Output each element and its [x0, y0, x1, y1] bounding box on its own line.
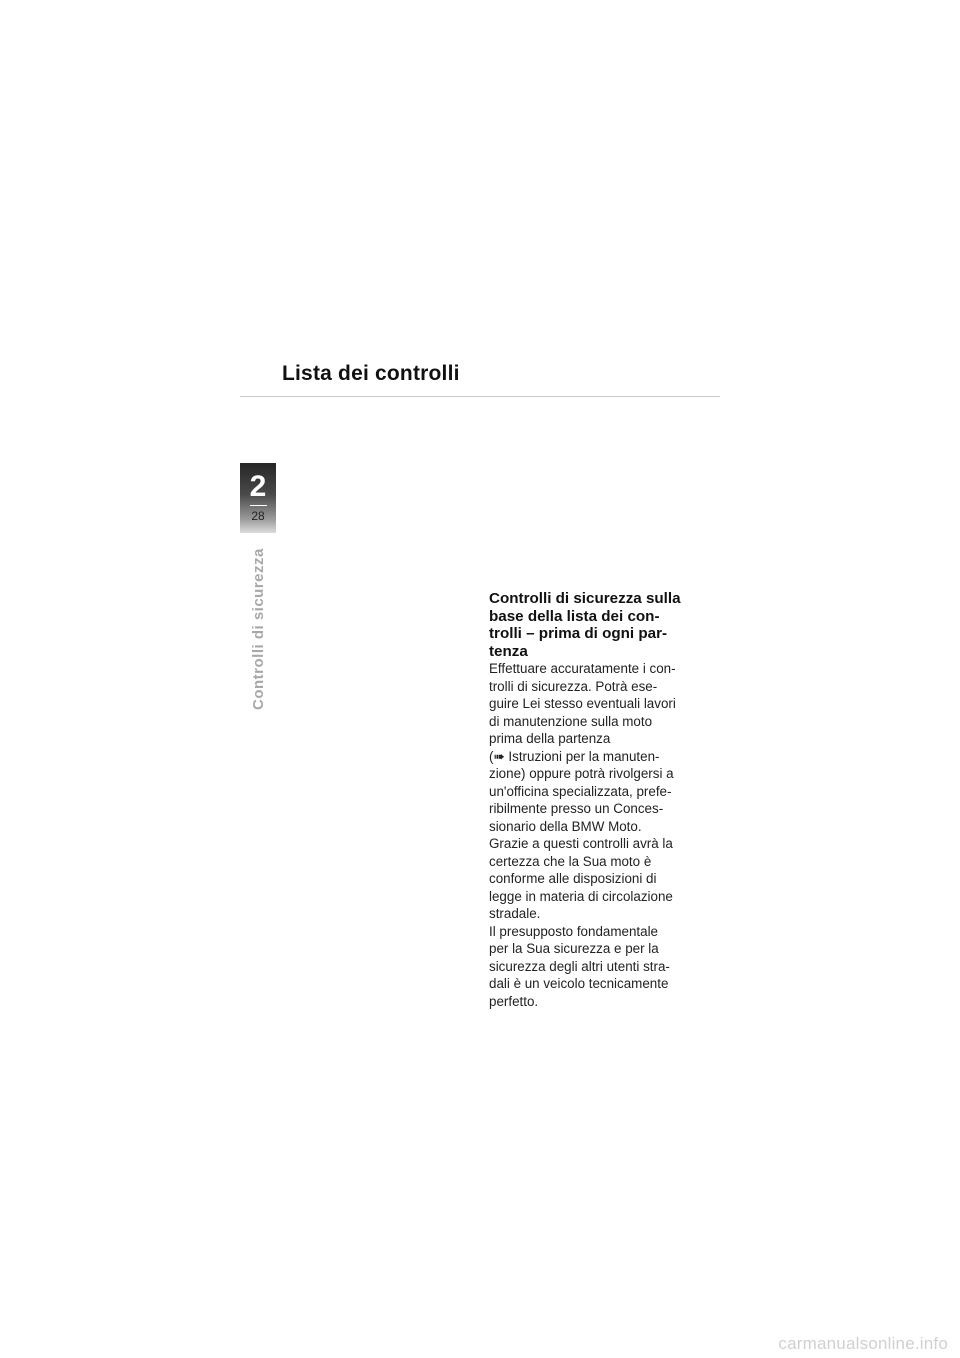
body-line: (➠ Istruzioni per la manuten- [489, 748, 660, 764]
body-line: per la Sua sicurezza e per la [489, 941, 659, 956]
body-line: guire Lei stesso eventuali lavori [489, 696, 676, 711]
body-line: un'officina specializzata, prefe- [489, 783, 672, 799]
title-divider [240, 396, 720, 397]
heading-line: tenza [489, 642, 528, 660]
chapter-number: 2 [249, 470, 267, 503]
body-line: legge in materia di circolazione [489, 888, 673, 904]
body-line: Il presupposto fondamentale [489, 923, 658, 939]
body-paragraph [489, 660, 689, 1010]
watermark: carmanualsonline.info [778, 1334, 948, 1353]
chapter-divider [250, 505, 267, 506]
body-line: perfetto. [489, 993, 539, 1009]
content-column [489, 590, 689, 1010]
body-line: stradale. [489, 906, 541, 921]
body-line: trolli di sicurezza. Potrà ese- [489, 678, 658, 694]
section-heading [489, 590, 689, 660]
body-line: prima della partenza [489, 731, 611, 746]
side-section-text: Controlli di sicurezza [250, 548, 267, 710]
heading-line: Controlli di sicurezza sulla [489, 590, 681, 607]
body-line: sionario della BMW Moto. [489, 818, 642, 834]
body-line: dali è un veicolo tecnicamente [489, 976, 669, 991]
body-line: Grazie a questi controlli avrà la [489, 836, 673, 851]
heading-line: trolli – prima di ogni par- [489, 625, 668, 642]
body-line: conforme alle disposizioni di [489, 871, 657, 886]
body-line: certezza che la Sua moto è [489, 853, 652, 869]
body-line: zione) oppure potrà rivolgersi a [489, 766, 674, 781]
body-line: sicurezza degli altri utenti stra- [489, 958, 670, 974]
page-title: Lista dei controlli [282, 362, 460, 385]
chapter-tab [240, 463, 276, 533]
page-number: 28 [251, 509, 265, 523]
body-line: ribilmente presso un Conces- [489, 801, 664, 816]
side-section-label [250, 548, 268, 710]
body-line: di manutenzione sulla moto [489, 713, 653, 729]
heading-line: base della lista dei con- [489, 607, 660, 625]
body-line: Effettuare accuratamente i con- [489, 661, 676, 676]
